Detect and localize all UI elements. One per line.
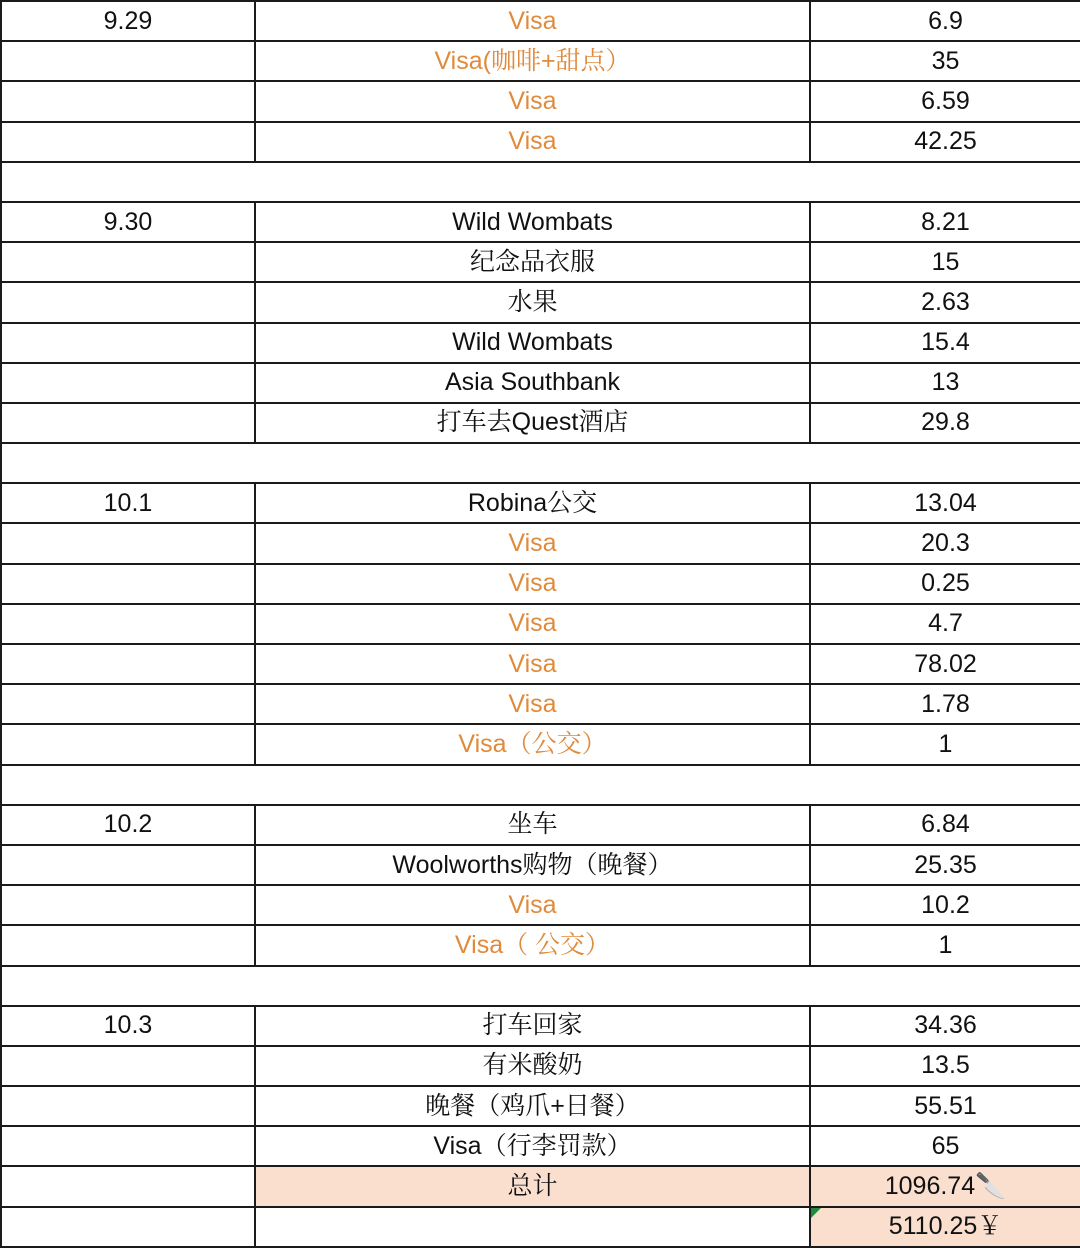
amount-cell[interactable]: 1 bbox=[810, 925, 1080, 965]
amount-cell[interactable]: 34.36 bbox=[810, 1006, 1080, 1046]
amount-cell[interactable]: 42.25 bbox=[810, 122, 1080, 162]
table-row bbox=[1, 1086, 1080, 1126]
amount-cell[interactable]: 29.8 bbox=[810, 403, 1080, 443]
table-row bbox=[1, 1046, 1080, 1086]
item-cell[interactable]: 坐车 bbox=[255, 805, 810, 845]
date-cell[interactable] bbox=[1, 604, 255, 644]
item-cell[interactable]: Asia Southbank bbox=[255, 363, 810, 403]
amount-cell[interactable]: 10.2 bbox=[810, 885, 1080, 925]
item-cell[interactable]: Visa bbox=[255, 523, 810, 563]
amount-cell[interactable]: 25.35 bbox=[810, 845, 1080, 885]
date-cell[interactable] bbox=[1, 282, 255, 322]
spacer-row bbox=[1, 162, 1080, 202]
date-cell[interactable]: 10.1 bbox=[1, 483, 255, 523]
table-row bbox=[1, 644, 1080, 684]
item-cell[interactable]: Wild Wombats bbox=[255, 323, 810, 363]
date-cell[interactable] bbox=[1, 925, 255, 965]
item-cell[interactable]: Visa（行李罚款） bbox=[255, 1126, 810, 1166]
table-row bbox=[1, 282, 1080, 322]
amount-cell[interactable]: 0.25 bbox=[810, 564, 1080, 604]
item-cell[interactable]: Visa bbox=[255, 604, 810, 644]
item-cell[interactable]: Visa bbox=[255, 684, 810, 724]
date-cell[interactable]: 10.2 bbox=[1, 805, 255, 845]
date-cell[interactable] bbox=[1, 845, 255, 885]
amount-cell[interactable]: 4.7 bbox=[810, 604, 1080, 644]
table-row bbox=[1, 242, 1080, 282]
item-cell[interactable]: 纪念品衣服 bbox=[255, 242, 810, 282]
table-row bbox=[1, 845, 1080, 885]
item-cell[interactable]: 水果 bbox=[255, 282, 810, 322]
amount-cell[interactable]: 6.84 bbox=[810, 805, 1080, 845]
date-cell[interactable] bbox=[1, 403, 255, 443]
spacer-cell[interactable] bbox=[1, 443, 1080, 483]
table-row bbox=[1, 523, 1080, 563]
date-cell[interactable] bbox=[1, 122, 255, 162]
expense-table-body bbox=[1, 1, 1080, 1166]
table-row bbox=[1, 684, 1080, 724]
cell-comment-marker bbox=[811, 1208, 821, 1218]
date-cell[interactable] bbox=[1, 363, 255, 403]
table-row bbox=[1, 805, 1080, 845]
item-cell[interactable]: Visa bbox=[255, 122, 810, 162]
table-row bbox=[1, 81, 1080, 121]
amount-cell[interactable]: 35 bbox=[810, 41, 1080, 81]
date-cell[interactable] bbox=[1, 523, 255, 563]
item-cell[interactable]: Wild Wombats bbox=[255, 202, 810, 242]
converted-amount-cell[interactable] bbox=[810, 1207, 1080, 1247]
table-row bbox=[1, 1, 1080, 41]
date-cell[interactable] bbox=[1, 41, 255, 81]
amount-cell[interactable]: 13.04 bbox=[810, 483, 1080, 523]
amount-cell[interactable]: 15.4 bbox=[810, 323, 1080, 363]
date-cell[interactable] bbox=[1, 644, 255, 684]
date-cell[interactable] bbox=[1, 564, 255, 604]
table-row bbox=[1, 1006, 1080, 1046]
item-cell[interactable]: Visa bbox=[255, 885, 810, 925]
date-cell[interactable]: 9.30 bbox=[1, 202, 255, 242]
amount-cell[interactable]: 15 bbox=[810, 242, 1080, 282]
table-row bbox=[1, 202, 1080, 242]
amount-cell[interactable]: 65 bbox=[810, 1126, 1080, 1166]
table-row bbox=[1, 604, 1080, 644]
spacer-cell[interactable] bbox=[1, 162, 1080, 202]
item-cell[interactable]: 打车去Quest酒店 bbox=[255, 403, 810, 443]
table-row bbox=[1, 122, 1080, 162]
date-cell[interactable] bbox=[1, 885, 255, 925]
date-cell[interactable] bbox=[1, 1046, 255, 1086]
item-cell[interactable]: Visa（ 公交） bbox=[255, 925, 810, 965]
total-section bbox=[1, 1166, 1080, 1246]
amount-cell[interactable]: 1 bbox=[810, 724, 1080, 764]
date-cell[interactable] bbox=[1, 724, 255, 764]
date-cell[interactable] bbox=[1, 323, 255, 363]
date-cell[interactable] bbox=[1, 242, 255, 282]
converted-date-cell[interactable] bbox=[1, 1207, 255, 1247]
converted-total-row bbox=[1, 1207, 1080, 1247]
item-cell[interactable]: 有米酸奶 bbox=[255, 1046, 810, 1086]
table-row bbox=[1, 41, 1080, 81]
amount-cell[interactable]: 2.63 bbox=[810, 282, 1080, 322]
table-row bbox=[1, 925, 1080, 965]
amount-cell[interactable]: 55.51 bbox=[810, 1086, 1080, 1126]
converted-amount: 5110.25￥ bbox=[888, 1212, 1003, 1241]
amount-cell[interactable]: 13.5 bbox=[810, 1046, 1080, 1086]
spacer-row bbox=[1, 966, 1080, 1006]
amount-cell[interactable]: 13 bbox=[810, 363, 1080, 403]
date-cell[interactable] bbox=[1, 684, 255, 724]
amount-cell[interactable]: 8.21 bbox=[810, 202, 1080, 242]
table-row bbox=[1, 1126, 1080, 1166]
date-cell[interactable]: 10.3 bbox=[1, 1006, 255, 1046]
spacer-row bbox=[1, 443, 1080, 483]
table-row bbox=[1, 885, 1080, 925]
spacer-cell[interactable] bbox=[1, 966, 1080, 1006]
item-cell[interactable]: Visa bbox=[255, 564, 810, 604]
date-cell[interactable] bbox=[1, 1086, 255, 1126]
item-cell[interactable]: Woolworths购物（晚餐） bbox=[255, 845, 810, 885]
total-label-cell[interactable]: 总计 bbox=[255, 1166, 810, 1206]
item-cell[interactable]: Visa bbox=[255, 644, 810, 684]
item-cell[interactable]: Visa bbox=[255, 81, 810, 121]
item-cell[interactable]: Visa bbox=[255, 1, 810, 41]
total-amount-cell[interactable]: 1096.74🔪 bbox=[810, 1166, 1080, 1206]
amount-cell[interactable]: 20.3 bbox=[810, 523, 1080, 563]
total-row bbox=[1, 1166, 1080, 1206]
table-row bbox=[1, 724, 1080, 764]
table-row bbox=[1, 564, 1080, 604]
spacer-cell[interactable] bbox=[1, 765, 1080, 805]
spacer-row bbox=[1, 765, 1080, 805]
date-cell[interactable]: 9.29 bbox=[1, 1, 255, 41]
item-cell[interactable]: 打车回家 bbox=[255, 1006, 810, 1046]
amount-cell[interactable]: 6.59 bbox=[810, 81, 1080, 121]
amount-cell[interactable]: 78.02 bbox=[810, 644, 1080, 684]
converted-label-cell[interactable] bbox=[255, 1207, 810, 1247]
table-row bbox=[1, 363, 1080, 403]
amount-cell[interactable]: 1.78 bbox=[810, 684, 1080, 724]
item-cell[interactable]: 晚餐（鸡爪+日餐） bbox=[255, 1086, 810, 1126]
item-cell[interactable]: Visa(咖啡+甜点） bbox=[255, 41, 810, 81]
amount-cell[interactable]: 6.9 bbox=[810, 1, 1080, 41]
table-row bbox=[1, 483, 1080, 523]
table-row bbox=[1, 403, 1080, 443]
date-cell[interactable] bbox=[1, 1126, 255, 1166]
total-date-cell[interactable] bbox=[1, 1166, 255, 1206]
item-cell[interactable]: Visa（公交） bbox=[255, 724, 810, 764]
item-cell[interactable]: Robina公交 bbox=[255, 483, 810, 523]
table-row bbox=[1, 323, 1080, 363]
date-cell[interactable] bbox=[1, 81, 255, 121]
